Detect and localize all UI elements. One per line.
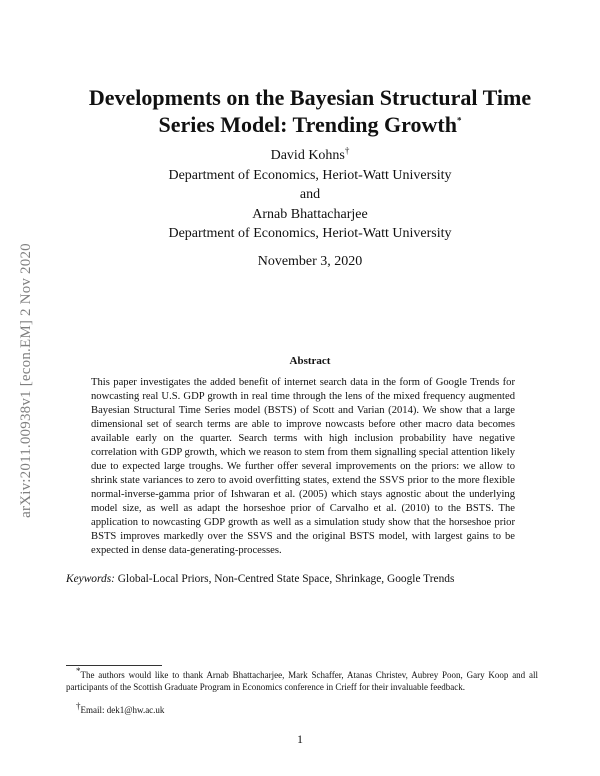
author-2-name: Arnab Bhattacharjee xyxy=(252,206,368,222)
author-block xyxy=(40,146,580,271)
footnote-1-text: The authors would like to thank Arnab Bhattacharjee, Mark Schaffer, Atanas Christev, Aubrey Poon, Gary Koop and all participants of the Scottish Graduate Program in Economics conference in Crieff for their invaluable feedback. xyxy=(66,670,538,692)
paper-title xyxy=(40,84,580,138)
footnote-2-text: Email: dek1@hw.ac.uk xyxy=(80,705,165,715)
author-1-affiliation: Department of Economics, Heriot-Watt University xyxy=(168,167,452,183)
abstract-heading: Abstract xyxy=(289,355,331,367)
title-line-1: Developments on the Bayesian Structural Time xyxy=(88,85,532,110)
keywords-line xyxy=(66,573,546,585)
author-1-footnote-mark: † xyxy=(344,145,350,156)
footnote-email xyxy=(66,701,538,716)
paper-date: November 3, 2020 xyxy=(257,253,363,269)
keywords-text: Global-Local Priors, Non-Centred State Space, Shrinkage, Google Trends xyxy=(117,573,455,585)
keywords-label: Keywords: xyxy=(66,573,115,585)
arxiv-margin-stamp xyxy=(12,160,40,600)
author-2-affiliation: Department of Economics, Heriot-Watt University xyxy=(168,226,452,241)
footnote-acknowledgements xyxy=(66,666,538,693)
title-line-2: Series Model: Trending Growth xyxy=(158,112,457,137)
author-1-name: David Kohns xyxy=(270,148,345,163)
arxiv-identifier: arXiv:2011.00938v1 [econ.EM] 2 Nov 2020 xyxy=(17,242,34,518)
title-footnote-mark: * xyxy=(456,115,462,126)
author-conjunction: and xyxy=(299,187,321,202)
footnote-2-mark: † xyxy=(76,701,81,711)
footnote-1-mark: * xyxy=(76,666,81,676)
page-number: 1 xyxy=(297,732,303,746)
abstract-text: This paper investigates the added benefit of internet search data in the form of Google Trends for nowcasting real U.S. GDP growth in real time through the lens of the mixed frequency augmented Bayesian Structural Time Series model (BSTS) of Scott and Varian (2014). We show that a large dimensional set of search terms are able to improve nowcasts before other macro data becomes available early on the quarter. Search terms with high inclusion probability have negative correlation with GDP growth, which we reason to stem from them signalling special attention likely due to expected large troughs. We further offer several improvements on the priors: we allow to shrink state variances to zero to avoid overfitting states, extend the SSVS prior to the more flexible normal-inverse-gamma prior of Ishwaran et al. (2005) which stays agnostic about the underlying model size, as well as adapt the horseshoe prior of Carvalho et al. (2010) to the BSTS. The application to nowcasting GDP growth as well as a simulation study show that the horseshoe prior BSTS improves markedly over the SSVS and the original BSTS model, with largest gains to be expected in dense data-generating-processes. xyxy=(91,377,515,556)
